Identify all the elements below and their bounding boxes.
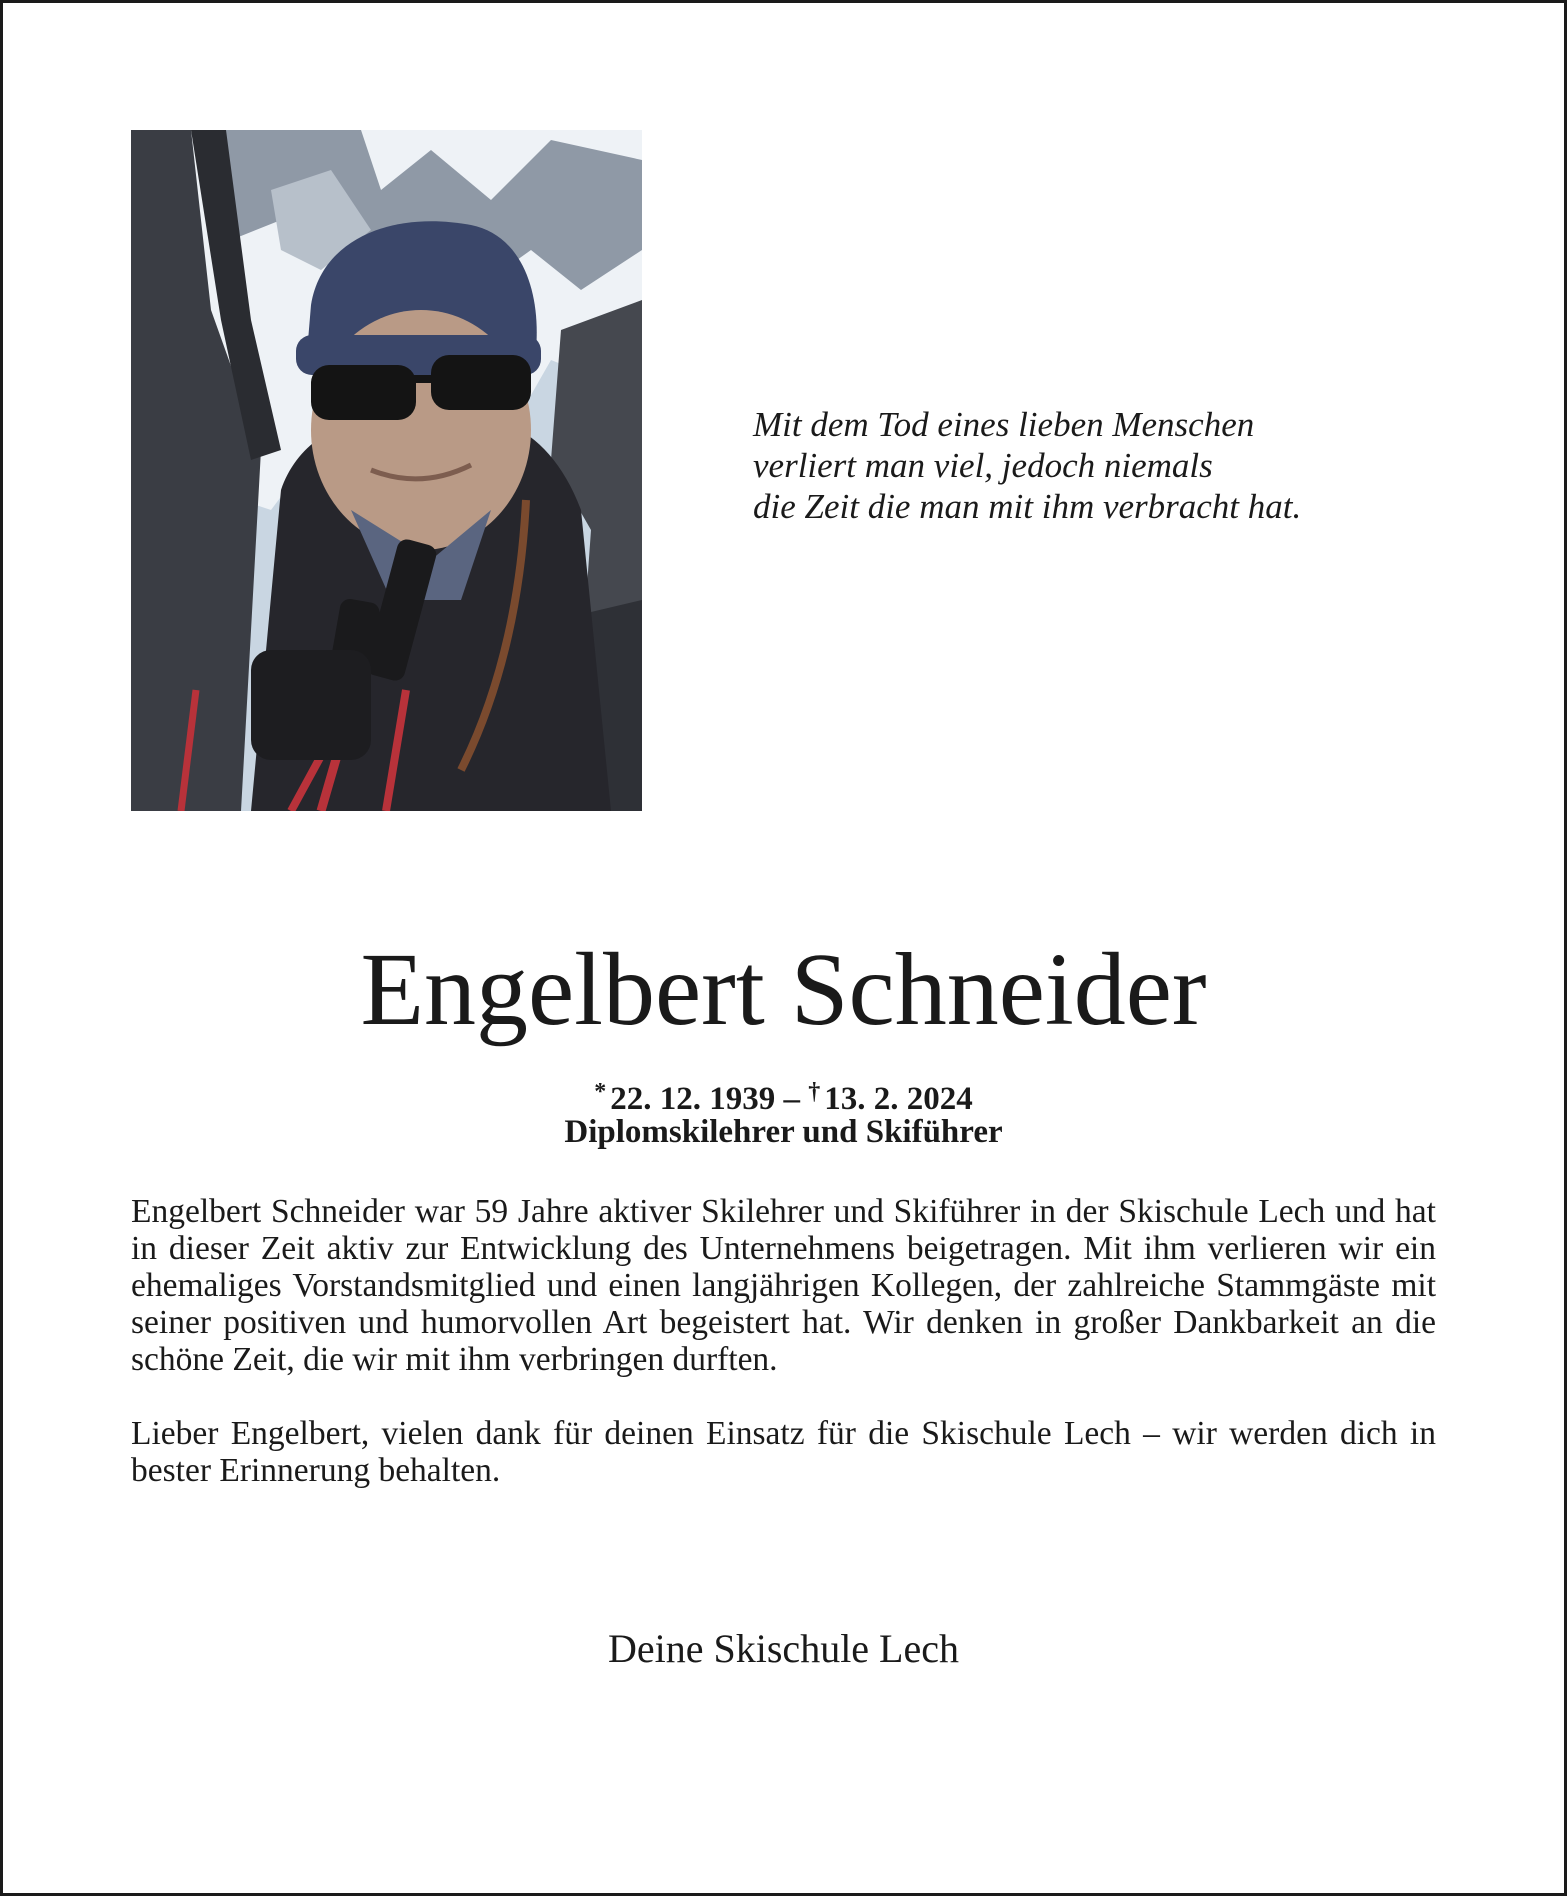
date-separator: – <box>783 1081 800 1117</box>
quote-line: verliert man viel, jedoch niemals <box>753 446 1213 485</box>
quote-line: Mit dem Tod eines lieben Menschen <box>753 405 1255 444</box>
obituary-text <box>131 1193 1436 1526</box>
birth-symbol: * <box>594 1079 607 1105</box>
quote-line: die Zeit die man mit ihm verbracht hat. <box>753 487 1302 526</box>
occupation: Diplomskilehrer und Skiführer <box>564 1114 1003 1150</box>
death-symbol: † <box>808 1079 821 1105</box>
signature: Deine Skischule Lech <box>608 1626 959 1671</box>
portrait-photo <box>131 130 642 811</box>
deceased-name: Engelbert Schneider <box>360 932 1207 1047</box>
obituary-paragraph: Lieber Engelbert, vielen dank für deinen Einsatz für die Skischule Lech – wir werden dich in bester Erinnerung behalten. <box>131 1415 1436 1489</box>
memorial-quote <box>753 404 1473 527</box>
portrait-photo-icon <box>131 130 642 811</box>
obituary-paragraph: Engelbert Schneider war 59 Jahre aktiver Skilehrer und Skiführer in der Skischule Lech und hat in dieser Zeit aktiv zur Entwicklung des Unternehmens beigetragen. Mit ihm verlieren wir ein ehemaliges Vorstandsmitglied und einen langjährigen Kollegen, der zahlreiche Stammgäste mit seiner positiven und humorvollen Art begeistert hat. Wir denken in großer Dankbarkeit an die schöne Zeit, die wir mit ihm verbringen durften. <box>131 1193 1436 1378</box>
birth-date: 22. 12. 1939 <box>610 1081 776 1117</box>
death-date: 13. 2. 2024 <box>824 1081 973 1117</box>
